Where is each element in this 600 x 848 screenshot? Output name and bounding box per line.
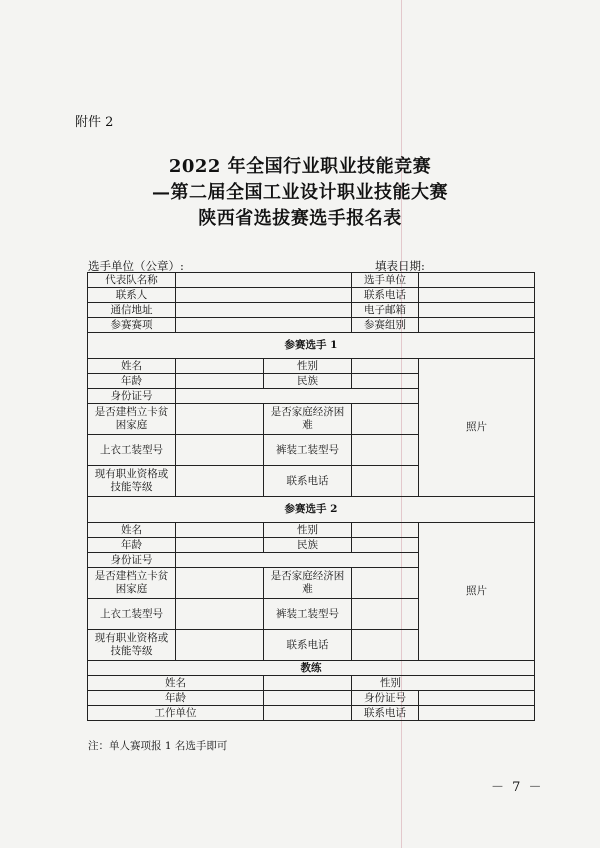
p2-poor-file-label: 是否建档立卡贫困家庭 <box>88 568 176 599</box>
p2-ethnicity-field[interactable] <box>352 538 419 553</box>
p1-top-size-field[interactable] <box>176 435 264 466</box>
coach-name-field[interactable] <box>264 676 352 691</box>
coach-phone-label: 联系电话 <box>352 706 419 721</box>
p1-qualification-label: 现有职业资格或技能等级 <box>88 466 176 497</box>
title-line-1: 2022 年全国行业职业技能竞赛 <box>168 156 432 177</box>
title-line-2: —第二届全国工业设计职业技能大赛 <box>152 182 448 203</box>
registration-form <box>87 272 535 721</box>
p1-poor-file-field[interactable] <box>176 404 264 435</box>
p2-name-label: 姓名 <box>88 523 176 538</box>
coach-row-unit <box>88 706 535 721</box>
coach-gender-cell <box>352 676 535 691</box>
p2-ethnicity-label: 民族 <box>264 538 352 553</box>
page-number: － 7 － <box>491 780 544 795</box>
p1-qualification-field[interactable] <box>176 466 264 497</box>
coach-id-label: 身份证号 <box>352 691 419 706</box>
p2-age-label: 年龄 <box>88 538 176 553</box>
coach-phone-field[interactable] <box>419 706 535 721</box>
player1-section-title: 参赛选手 1 <box>88 333 535 359</box>
p1-hardship-label: 是否家庭经济困难 <box>264 404 352 435</box>
p2-age-field[interactable] <box>176 538 264 553</box>
p2-phone-field[interactable] <box>352 630 419 661</box>
footnote: 注：单人赛项报 1 名选手即可 <box>88 740 228 752</box>
p1-gender-label: 性别 <box>264 359 352 374</box>
player2-row-name <box>88 523 535 538</box>
date-label: 填表日期: <box>375 259 425 273</box>
contact-field[interactable] <box>176 288 352 303</box>
player2-section-row <box>88 497 535 523</box>
team-row-3 <box>88 303 535 318</box>
p1-hardship-field[interactable] <box>352 404 419 435</box>
email-label: 电子邮箱 <box>352 303 419 318</box>
address-field[interactable] <box>176 303 352 318</box>
p2-id-field[interactable] <box>176 553 419 568</box>
p2-pants-size-label: 裤装工装型号 <box>264 599 352 630</box>
p2-gender-label: 性别 <box>264 523 352 538</box>
team-name-label: 代表队名称 <box>88 273 176 288</box>
p2-top-size-label: 上衣工装型号 <box>88 599 176 630</box>
player2-section-title: 参赛选手 2 <box>88 497 535 523</box>
coach-id-field[interactable] <box>419 691 535 706</box>
p1-name-label: 姓名 <box>88 359 176 374</box>
coach-name-label: 姓名 <box>88 676 264 691</box>
p2-top-size-field[interactable] <box>176 599 264 630</box>
event-label: 参赛赛项 <box>88 318 176 333</box>
p2-poor-file-field[interactable] <box>176 568 264 599</box>
p1-phone-field[interactable] <box>352 466 419 497</box>
coach-row-age <box>88 691 535 706</box>
p1-pants-size-label: 裤装工装型号 <box>264 435 352 466</box>
title-line-3: 陕西省选拔赛选手报名表 <box>198 208 402 229</box>
coach-unit-label: 工作单位 <box>88 706 264 721</box>
coach-unit-field[interactable] <box>264 706 352 721</box>
team-row-1 <box>88 273 535 288</box>
p1-id-label: 身份证号 <box>88 389 176 404</box>
p1-name-field[interactable] <box>176 359 264 374</box>
contact-phone-field[interactable] <box>419 288 535 303</box>
coach-age-field[interactable] <box>264 691 352 706</box>
player-unit-field[interactable] <box>419 273 535 288</box>
contact-phone-label: 联系电话 <box>352 288 419 303</box>
coach-row-name <box>88 676 535 691</box>
p2-photo-box[interactable]: 照片 <box>419 523 535 661</box>
group-field[interactable] <box>419 318 535 333</box>
group-label: 参赛组别 <box>352 318 419 333</box>
p1-top-size-label: 上衣工装型号 <box>88 435 176 466</box>
p1-age-field[interactable] <box>176 374 264 389</box>
p2-gender-field[interactable] <box>352 523 419 538</box>
event-field[interactable] <box>176 318 352 333</box>
p1-ethnicity-field[interactable] <box>352 374 419 389</box>
p2-hardship-field[interactable] <box>352 568 419 599</box>
p1-id-field[interactable] <box>176 389 419 404</box>
coach-gender-label: 性别 <box>380 676 401 689</box>
p1-ethnicity-label: 民族 <box>264 374 352 389</box>
p1-gender-field[interactable] <box>352 359 419 374</box>
coach-section-title: 教练 <box>88 661 535 676</box>
player1-section-row <box>88 333 535 359</box>
p1-photo-box[interactable]: 照片 <box>419 359 535 497</box>
coach-age-label: 年龄 <box>88 691 264 706</box>
p2-id-label: 身份证号 <box>88 553 176 568</box>
p2-phone-label: 联系电话 <box>264 630 352 661</box>
p1-phone-label: 联系电话 <box>264 466 352 497</box>
p2-pants-size-field[interactable] <box>352 599 419 630</box>
team-row-4 <box>88 318 535 333</box>
team-name-field[interactable] <box>176 273 352 288</box>
address-label: 通信地址 <box>88 303 176 318</box>
p2-hardship-label: 是否家庭经济困难 <box>264 568 352 599</box>
p1-age-label: 年龄 <box>88 374 176 389</box>
unit-label: 选手单位（公章）: <box>88 259 184 273</box>
player-unit-label: 选手单位 <box>352 273 419 288</box>
contact-label: 联系人 <box>88 288 176 303</box>
p1-pants-size-field[interactable] <box>352 435 419 466</box>
p1-poor-file-label: 是否建档立卡贫困家庭 <box>88 404 176 435</box>
p2-name-field[interactable] <box>176 523 264 538</box>
p2-qualification-field[interactable] <box>176 630 264 661</box>
p2-qualification-label: 现有职业资格或技能等级 <box>88 630 176 661</box>
email-field[interactable] <box>419 303 535 318</box>
attachment-label: 附件 2 <box>75 115 114 130</box>
coach-section-row <box>88 661 535 676</box>
player1-row-name <box>88 359 535 374</box>
team-row-2 <box>88 288 535 303</box>
